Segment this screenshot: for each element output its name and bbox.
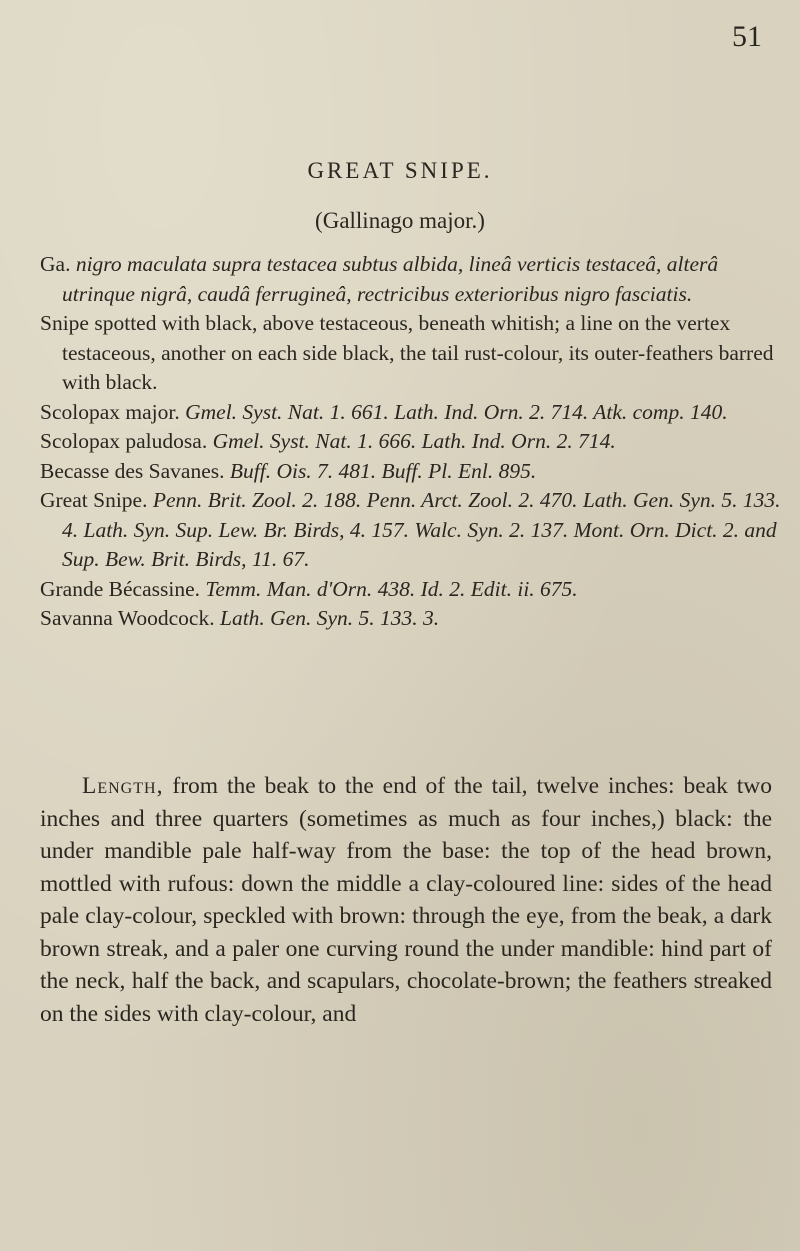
synonym-entry [40, 427, 790, 457]
synonym-name: Savanna Woodcock. [40, 606, 215, 630]
synonym-refs: Gmel. Syst. Nat. 1. 666. Lath. Ind. Orn. 2. 714. [212, 429, 616, 453]
synonym-name: Grande Bécassine. [40, 576, 200, 601]
diagnosis-entry [40, 250, 790, 309]
synonym-name: Great Snipe. [40, 488, 148, 512]
synonym-refs: Gmel. Syst. Nat. 1. 661. Lath. Ind. Orn. 2. 714. Atk. comp. 140. [185, 399, 728, 424]
synonym-refs: Temm. Man. d'Orn. 438. Id. 2. Edit. ii. 675. [205, 576, 578, 601]
description-body [40, 770, 772, 1030]
synonym-refs: Penn. Brit. Zool. 2. 188. Penn. Arct. Zool. 2. 470. Lath. Gen. Syn. 5. 133. 4. Lath. Syn. Sup. Lew. Br. Birds, 4. 157. Walc. Syn. 2. 137. Mont. Orn. Dict. 2. and Sup. Bew. Brit. Birds, 11. 67. [62, 488, 781, 571]
synonym-name: Scolopax paludosa. [40, 429, 208, 453]
description-entry: Snipe spotted with black, above testaceous, beneath whitish; a line on the vertex testaceous, another on each side black, the tail rust-colour, its outer-feathers barred with black. [40, 311, 774, 394]
page-number: 51 [732, 20, 762, 53]
diagnosis-prefix: Ga. [40, 252, 71, 276]
body-text: from the beak to the end of the tail, twelve inches: beak two inches and three quarters (sometimes as much as four inches,) black: the under mandible pale half-way from the base: the top of the head brown, mottled with rufous: down the middle a clay-coloured line: sides of the head pale clay-colour, speckled with brown: through the eye, from the beak, a dark brown streak, and a paler one curving round the under mandible: hind part of the neck, half the back, and scapulars, chocolate-brown; the feathers streaked on the sides with clay-colour, and [40, 773, 772, 1027]
diagnosis-text: nigro maculata supra testacea subtus albida, lineâ verticis testaceâ, alterâ utrinque nigrâ, caudâ ferrugineâ, rectricibus exterioribus nigro fasciatis. [62, 252, 719, 306]
synonym-refs: Buff. Ois. 7. 481. Buff. Pl. Enl. 895. [229, 458, 537, 483]
synonym-entry [40, 457, 790, 487]
body-paragraph [40, 770, 772, 1030]
synonym-name: Scolopax major. [40, 399, 180, 424]
synonym-refs: Lath. Gen. Syn. 5. 133. 3. [219, 606, 440, 630]
body-lead: Length, [82, 773, 164, 799]
synonym-name: Becasse des Savanes. [40, 458, 225, 483]
species-title: GREAT SNIPE. [307, 158, 493, 183]
synonym-entry [40, 486, 790, 575]
synonym-entry [40, 398, 790, 428]
synonyms-block [40, 250, 790, 634]
latin-name: (Gallinago major.) [315, 208, 485, 233]
synonym-entry [40, 604, 790, 634]
synonym-entry [40, 575, 790, 605]
